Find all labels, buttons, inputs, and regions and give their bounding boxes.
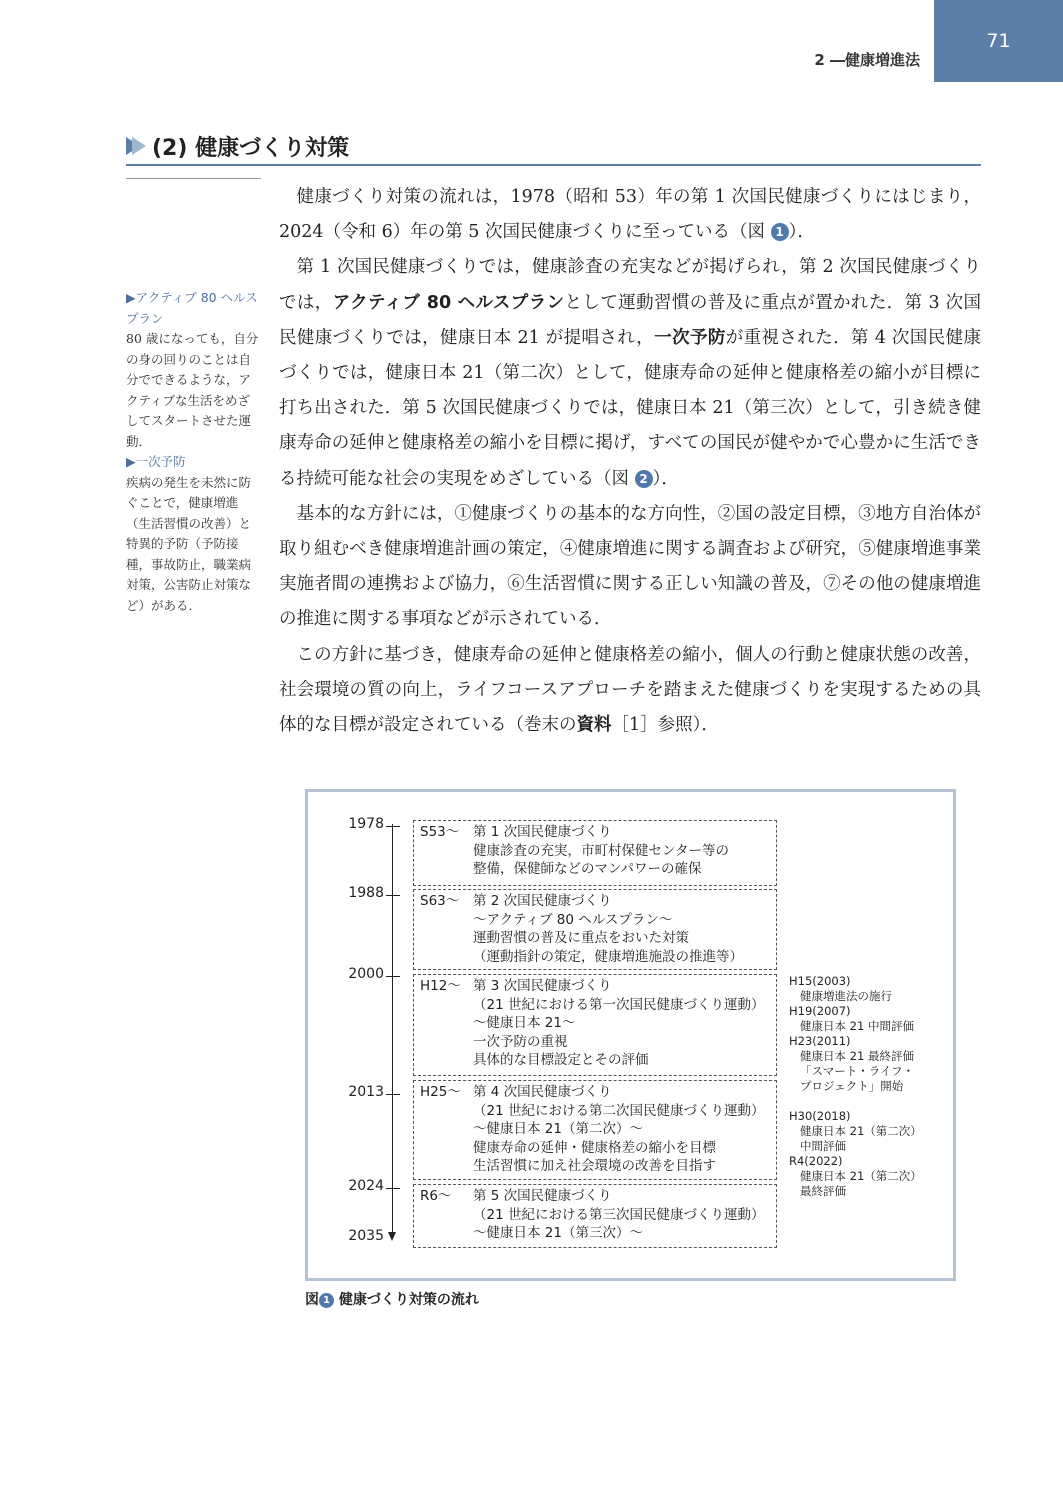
year-label: 1988 <box>348 885 384 901</box>
note-line: H19(2007) <box>789 1004 851 1018</box>
era-line: ～アクティブ 80 ヘルスプラン～ <box>473 911 673 928</box>
era-box-3 <box>413 974 777 1076</box>
glossary-desc-primary-prevention: 疾病の発生を未然に防ぐことで，健康増進（生活習慣の改善）と特異的予防（予防接種，事故防止，職業病対策，公害防止対策など）がある． <box>126 474 252 613</box>
paragraph-3: 基本的な方針には，①健康づくりの基本的な方向性，②国の設定目標，③地方自治体が取り組むべき健康増進計画の策定，④健康増進に関する調査および研究，⑤健康増進事業実施者間の連携および協力，⑥生活習慣に関する正しい知識の普及，⑦その他の健康増進の推進に関する事項などが示されている． <box>279 503 981 630</box>
note-line: 「スマート・ライフ・ <box>800 1064 915 1078</box>
era-line: （21 世紀における第三次国民健康づくり運動） <box>473 1206 765 1223</box>
era-line: 一次予防の重視 <box>473 1033 568 1050</box>
page-number: 71 <box>934 0 1063 82</box>
timeline-axis <box>392 824 393 1234</box>
note-line: 中間評価 <box>800 1139 846 1153</box>
paragraph-2: 第 1 次国民健康づくりでは，健康診査の充実などが掲げられ，第 2 次国民健康づくりでは，アクティブ 80 ヘルスプランとして運動習慣の普及に重点が置かれた．第 3 次国民健康づくりでは，健康日本 21 が提唱され，一次予防が重視された．第 4 次国民健康づくりでは，健康日本 21（第二次）として，健康寿命の延伸と健康格差の縮小が目標に打ち出された．第 5 次国民健康づくりでは，健康日本 21（第三次）として，引き続き健康寿命の延伸と健康格差の縮小を目標に掲げ，すべての国民が健やかで心豊かに生活できる持続可能な社会の実現をめざしている（図 2 ）． <box>279 257 981 489</box>
note-line: 健康日本 21 最終評価 <box>800 1049 914 1063</box>
era-box-5 <box>413 1184 777 1248</box>
year-tick <box>386 1094 400 1095</box>
era-line: 整備，保健師などのマンパワーの確保 <box>473 861 702 877</box>
era-line: 第 1 次国民健康づくり <box>473 824 612 840</box>
year-label: 2000 <box>348 966 384 982</box>
year-label: 2013 <box>348 1084 384 1100</box>
timeline-notes <box>789 974 922 1199</box>
era-box-1 <box>413 820 777 886</box>
year-label: 2035 <box>348 1228 384 1244</box>
era-label: H25～ <box>420 1084 461 1100</box>
era-label: R6～ <box>420 1188 452 1204</box>
paragraph-1: 健康づくり対策の流れは，1978（昭和 53）年の第 1 次国民健康づくりにはじまり，2024（令和 6）年の第 5 次国民健康づくりに至っている（図 1 ）． <box>279 187 981 243</box>
figure-caption: 図 1 健康づくり対策の流れ <box>305 1292 479 1308</box>
figure-ref-badge: 1 <box>771 223 789 241</box>
era-line: （21 世紀における第二次国民健康づくり運動） <box>473 1102 765 1119</box>
era-box-4 <box>413 1080 777 1180</box>
glossary-desc-active80: 80 歳になっても，自分の身の回りのことは自分でできるような，アクティブな生活をめざしてスタートさせた運動． <box>126 331 259 449</box>
running-head: 2 ―健康増進法 <box>814 51 920 69</box>
year-tick <box>386 976 400 977</box>
note-line: H23(2011) <box>789 1034 851 1048</box>
note-line: 健康日本 21（第二次） <box>800 1169 922 1183</box>
timeline-arrow-icon <box>388 1232 396 1241</box>
note-line: 健康日本 21 中間評価 <box>800 1019 914 1033</box>
era-box-2 <box>413 889 777 970</box>
era-label: S63～ <box>420 893 460 909</box>
main-text <box>279 180 981 743</box>
era-line: 健康診査の充実，市町村保健センター等の <box>473 842 729 859</box>
note-line: H15(2003) <box>789 974 851 988</box>
era-label: S53～ <box>420 824 460 840</box>
term-appendix: 資料 <box>576 715 612 736</box>
era-line: ～健康日本 21～ <box>473 1015 576 1031</box>
note-line: 健康日本 21（第二次） <box>800 1124 922 1138</box>
sidebar-glossary <box>126 288 262 616</box>
era-line: 具体的な目標設定とその評価 <box>473 1052 649 1068</box>
era-line: ～健康日本 21（第三次）～ <box>473 1225 643 1241</box>
glossary-term-primary-prevention: ▶一次予防 <box>126 454 186 469</box>
era-line: 運動習慣の普及に重点をおいた対策 <box>473 930 689 946</box>
note-line: R4(2022) <box>789 1154 843 1168</box>
note-line: H30(2018) <box>789 1109 851 1123</box>
era-line: 第 4 次国民健康づくり <box>473 1084 612 1100</box>
section-heading <box>126 128 981 166</box>
term-active80: アクティブ 80 ヘルスプラン <box>332 292 565 313</box>
note-line: 健康増進法の施行 <box>800 989 892 1003</box>
heading-arrow-shadow-icon <box>132 137 146 155</box>
year-label: 2024 <box>348 1178 384 1194</box>
era-line: 第 2 次国民健康づくり <box>473 893 612 909</box>
era-line: （運動指針の策定，健康増進施設の推進等） <box>473 948 743 965</box>
year-label: 1978 <box>348 816 384 832</box>
era-line: ～健康日本 21（第二次）～ <box>473 1121 643 1137</box>
era-line: 健康寿命の延伸・健康格差の縮小を目標 <box>473 1139 716 1156</box>
figure-ref-badge: 2 <box>635 470 653 488</box>
note-line: 最終評価 <box>800 1184 846 1198</box>
term-primary-prevention: 一次予防 <box>654 327 726 348</box>
year-tick <box>386 1188 400 1189</box>
paragraph-4: この方針に基づき，健康寿命の延伸と健康格差の縮小，個人の行動と健康状態の改善，社会環境の質の向上，ライフコースアプローチを踏まえた健康づくりを実現するための具体的な目標が設定されている（巻末の資料［1］参照）． <box>279 644 981 736</box>
section-title: (2) 健康づくり対策 <box>152 135 350 161</box>
year-tick <box>386 895 400 896</box>
era-line: 生活習慣に加え社会環境の改善を目指す <box>473 1158 716 1174</box>
glossary-term-active80: ▶アクティブ 80 ヘルスプラン <box>126 290 258 326</box>
era-label: H12～ <box>420 978 461 994</box>
note-line: プロジェクト」開始 <box>800 1079 904 1093</box>
year-tick <box>386 826 400 827</box>
figure-number-badge: 1 <box>319 1293 334 1308</box>
era-line: （21 世紀における第一次国民健康づくり運動） <box>473 996 765 1013</box>
note-spacer <box>789 1094 922 1109</box>
timeline-figure <box>305 789 956 1281</box>
sidebar-rule <box>126 178 261 179</box>
era-line: 第 5 次国民健康づくり <box>473 1188 612 1204</box>
era-line: 第 3 次国民健康づくり <box>473 978 612 994</box>
